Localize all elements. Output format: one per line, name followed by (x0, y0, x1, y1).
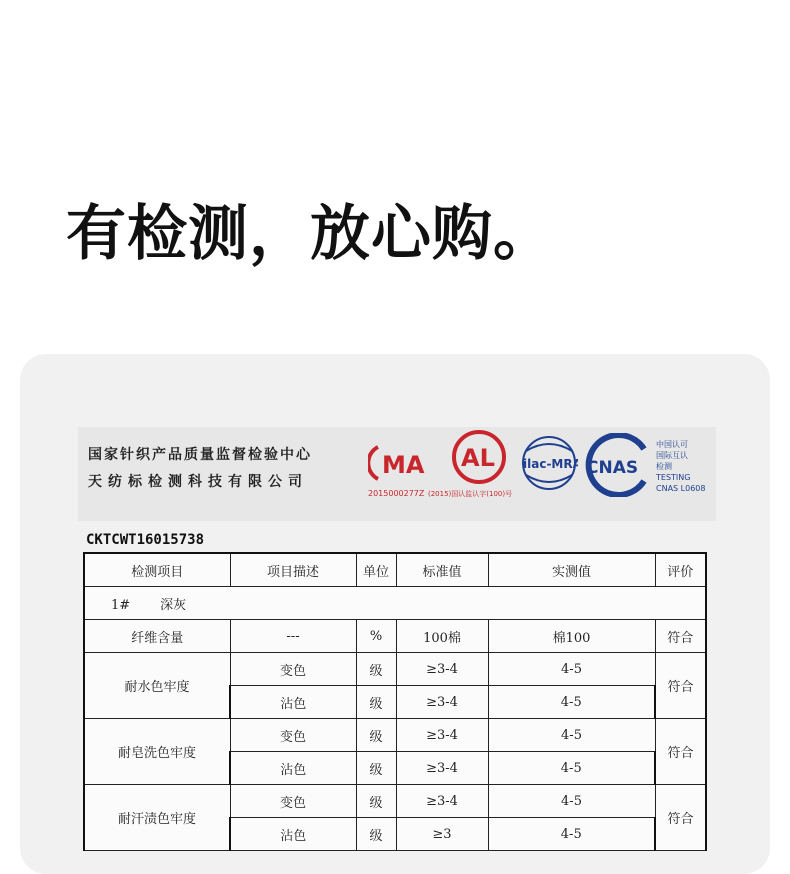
sample-id: 1# (111, 597, 131, 613)
ilac-mra-logo (520, 429, 578, 499)
standard-cell: ≥3-4 (396, 752, 488, 785)
standard-cell: ≥3-4 (396, 653, 488, 686)
measured-cell: 4-5 (488, 818, 655, 851)
cal-number: (2015)国认监认字(100)号 (428, 490, 513, 498)
certificate-header (78, 427, 716, 521)
item-cell: 耐水色牢度 (84, 653, 230, 719)
measured-cell: 4-5 (488, 653, 655, 686)
unit-cell: 级 (356, 785, 396, 818)
cnas-caption-line: 检测 (656, 462, 672, 471)
evaluation-cell: 符合 (655, 653, 706, 719)
cnas-logo (584, 433, 654, 497)
cma-number: 2015000277Z (368, 489, 425, 498)
org-name-line2: 天纺标检测科技有限公司 (88, 474, 308, 490)
cnas-caption-line: TESTING (656, 473, 691, 482)
desc-cell: 沾色 (230, 686, 356, 719)
sample-row (84, 587, 706, 620)
test-results-table (83, 552, 707, 851)
sample-cell (84, 587, 706, 620)
evaluation-cell: 符合 (655, 719, 706, 785)
desc-cell: 沾色 (230, 818, 356, 851)
desc-cell: 沾色 (230, 752, 356, 785)
evaluation-cell: 符合 (655, 620, 706, 653)
desc-cell: 变色 (230, 653, 356, 686)
item-cell: 纤维含量 (84, 620, 230, 653)
measured-cell: 4-5 (488, 785, 655, 818)
unit-cell: 级 (356, 719, 396, 752)
standard-cell: 100棉 (396, 620, 488, 653)
desc-cell: 变色 (230, 719, 356, 752)
org-name-line1: 国家针织产品质量监督检验中心 (88, 447, 312, 463)
measured-cell: 4-5 (488, 752, 655, 785)
standard-cell: ≥3-4 (396, 785, 488, 818)
header-cell: 标准值 (396, 553, 488, 587)
unit-cell: % (356, 620, 396, 653)
desc-cell: --- (230, 620, 356, 653)
standard-cell: ≥3-4 (396, 686, 488, 719)
item-cell: 耐皂洗色牢度 (84, 719, 230, 785)
evaluation-cell: 符合 (655, 785, 706, 851)
cnas-mark-text: CNAS (586, 458, 639, 478)
unit-cell: 级 (356, 653, 396, 686)
standard-cell: ≥3 (396, 818, 488, 851)
header-cell: 评价 (655, 553, 706, 587)
measured-cell: 棉100 (488, 620, 655, 653)
header-cell: 单位 (356, 553, 396, 587)
page-headline: 有检测，放心购。 (66, 199, 554, 269)
desc-cell: 变色 (230, 785, 356, 818)
table-row (84, 785, 706, 818)
unit-cell: 级 (356, 686, 396, 719)
cal-mark-text: AL (461, 444, 495, 472)
item-cell: 耐汗渍色牢度 (84, 785, 230, 851)
ilac-mark-text: ilac-MRA (523, 457, 578, 471)
sample-name: 深灰 (160, 597, 187, 613)
standard-cell: ≥3-4 (396, 719, 488, 752)
table-row (84, 653, 706, 686)
table-header-row (84, 553, 706, 587)
cal-logo (448, 429, 510, 487)
header-cell: 实测值 (488, 553, 655, 587)
cnas-caption (656, 439, 705, 494)
measured-cell: 4-5 (488, 719, 655, 752)
unit-cell: 级 (356, 818, 396, 851)
unit-cell: 级 (356, 752, 396, 785)
table-row (84, 620, 706, 653)
report-number: CKTCWT16015738 (86, 532, 205, 548)
table-row (84, 719, 706, 752)
header-cell: 检测项目 (84, 553, 230, 587)
cnas-caption-line: 中国认可 (656, 440, 688, 449)
header-cell: 项目描述 (230, 553, 356, 587)
cma-logo (368, 441, 432, 485)
cnas-caption-line: CNAS L0608 (656, 484, 706, 493)
cma-mark-text: MA (382, 451, 425, 479)
cnas-caption-line: 国际互认 (656, 451, 688, 460)
measured-cell: 4-5 (488, 686, 655, 719)
